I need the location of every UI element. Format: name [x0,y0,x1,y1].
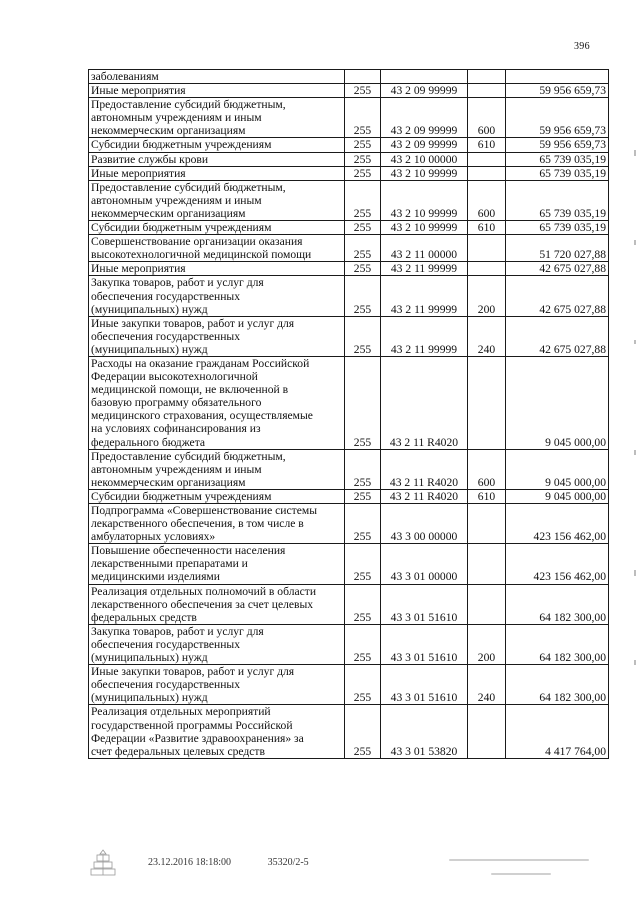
row-name-line: Расходы на оказание гражданам Российской [91,356,310,370]
row-sum-cell: 64 182 300,00 [506,584,609,624]
row-code-cell: 255 [345,489,381,503]
row-csr-cell: 43 2 10 99999 [381,221,468,235]
row-sum-cell: 65 739 035,19 [506,180,609,220]
row-sum-cell: 65 739 035,19 [506,152,609,166]
row-name-line: автономным учреждениям и иным [91,111,262,125]
row-name-line: Реализация отдельных полномочий в области [91,584,317,598]
row-sum-cell: 64 182 300,00 [506,665,609,705]
row-code-cell: 255 [345,221,381,235]
row-sum-cell: 4 417 764,00 [506,705,609,758]
row-code-cell: 255 [345,152,381,166]
row-name-cell [89,235,345,262]
row-code-cell: 255 [345,705,381,758]
table-row [89,84,609,98]
row-csr-cell: 43 3 01 51610 [381,584,468,624]
row-name-cell [89,624,345,664]
row-name-cell [89,84,345,98]
row-vr-cell [468,544,506,584]
table-row [89,504,609,544]
row-name-line: медицинского страхования, осуществляемые [91,409,313,423]
row-sum-cell: 42 675 027,88 [506,262,609,276]
row-csr-cell: 43 2 11 99999 [381,316,468,356]
row-csr-cell: 43 2 11 R4020 [381,356,468,449]
row-name-cell [89,356,345,449]
row-name-line: на условиях софинансирования из [91,422,261,436]
row-code-cell: 255 [345,665,381,705]
table-row [89,489,609,503]
table-row [89,356,609,449]
row-csr-cell: 43 3 01 51610 [381,624,468,664]
row-code-cell: 255 [345,276,381,316]
row-name-line: Развитие службы крови [91,152,209,166]
row-name-line: (муниципальных) нужд [91,302,208,316]
row-vr-cell: 600 [468,449,506,489]
row-name-line: базовую программу обязательного [91,396,262,410]
row-name-cell [89,489,345,503]
table-row [89,276,609,316]
row-name-cell [89,665,345,705]
table-row [89,166,609,180]
row-name-line: Предоставление субсидий бюджетным, [91,449,286,463]
row-name-line: Закупка товаров, работ и услуг для [91,276,264,290]
row-vr-cell [468,70,506,84]
row-name-line: Повышение обеспеченности населения [91,544,286,558]
row-sum-cell: 9 045 000,00 [506,489,609,503]
row-vr-cell [468,262,506,276]
row-name-cell [89,276,345,316]
row-name-cell [89,152,345,166]
row-name-line: автономным учреждениям и иным [91,462,262,476]
row-sum-cell: 59 956 659,73 [506,98,609,138]
row-name-line: заболеваниям [91,70,159,83]
row-name-line: (муниципальных) нужд [91,651,208,665]
row-name-line: Субсидии бюджетным учреждениям [91,221,272,235]
row-sum-cell: 59 956 659,73 [506,84,609,98]
table-row [89,221,609,235]
row-name-line: Закупка товаров, работ и услуг для [91,624,264,638]
row-csr-cell: 43 2 09 99999 [381,138,468,152]
row-name-line: медицинской помощи, не включенной в [91,383,289,397]
row-name-line: (муниципальных) нужд [91,342,208,356]
row-name-line: (муниципальных) нужд [91,691,208,705]
row-name-line: федеральных средств [91,610,197,624]
row-vr-cell: 610 [468,221,506,235]
row-csr-cell: 43 3 01 51610 [381,665,468,705]
row-name-cell [89,705,345,758]
row-csr-cell [381,70,468,84]
row-sum-cell: 9 045 000,00 [506,356,609,449]
row-sum-cell [506,70,609,84]
table-row [89,449,609,489]
row-csr-cell: 43 3 01 00000 [381,544,468,584]
row-name-line: высокотехнологичной медицинской помощи [91,248,312,262]
row-vr-cell: 200 [468,624,506,664]
row-name-line: обеспечения государственных [91,678,241,692]
row-name-line: некоммерческим организациям [91,124,246,138]
row-name-line: Предоставление субсидий бюджетным, [91,180,286,194]
row-vr-cell [468,166,506,180]
row-name-line: Иные мероприятия [91,84,186,98]
row-name-line: Иные закупки товаров, работ и услуг для [91,665,295,679]
row-sum-cell: 42 675 027,88 [506,276,609,316]
row-csr-cell: 43 2 10 99999 [381,180,468,220]
table-row [89,235,609,262]
row-vr-cell: 240 [468,316,506,356]
table-row [89,70,609,84]
table-row [89,262,609,276]
row-sum-cell: 42 675 027,88 [506,316,609,356]
row-sum-cell: 9 045 000,00 [506,449,609,489]
row-vr-cell: 240 [468,665,506,705]
budget-table [88,69,609,759]
table-row [89,584,609,624]
row-vr-cell: 600 [468,180,506,220]
footer-timestamp: 23.12.2016 18:18:00 [148,857,232,868]
watermark-icon [446,852,596,882]
row-name-cell [89,262,345,276]
row-vr-cell [468,504,506,544]
row-name-cell [89,221,345,235]
row-name-line: федерального бюджета [91,435,206,449]
table-row [89,98,609,138]
row-code-cell: 255 [345,316,381,356]
row-vr-cell [468,356,506,449]
row-name-line: Субсидии бюджетным учреждениям [91,489,272,503]
row-sum-cell: 64 182 300,00 [506,624,609,664]
row-code-cell: 255 [345,449,381,489]
row-name-cell [89,544,345,584]
row-code-cell: 255 [345,584,381,624]
row-code-cell: 255 [345,84,381,98]
row-vr-cell [468,235,506,262]
row-code-cell: 255 [345,166,381,180]
page-number: 396 [574,41,590,52]
row-sum-cell: 65 739 035,19 [506,221,609,235]
stamp-emblem-icon [90,848,116,876]
row-name-line: Федерации «Развитие здравоохранения» за [91,731,304,745]
row-vr-cell: 600 [468,98,506,138]
row-csr-cell: 43 2 10 00000 [381,152,468,166]
row-sum-cell: 59 956 659,73 [506,138,609,152]
row-code-cell: 255 [345,624,381,664]
row-sum-cell: 423 156 462,00 [506,504,609,544]
row-code-cell: 255 [345,138,381,152]
row-vr-cell: 610 [468,489,506,503]
row-name-line: амбулаторных условиях» [91,530,216,544]
row-name-line: Подпрограмма «Совершенствование системы [91,504,317,517]
row-code-cell: 255 [345,262,381,276]
scan-edge-marks [633,150,637,670]
row-csr-cell: 43 2 10 99999 [381,166,468,180]
table-row [89,705,609,758]
row-sum-cell: 51 720 027,88 [506,235,609,262]
table-row [89,544,609,584]
row-vr-cell [468,84,506,98]
table-row [89,624,609,664]
row-name-line: Иные мероприятия [91,262,186,276]
row-vr-cell: 610 [468,138,506,152]
row-name-line: лекарственного обеспечения, в том числе в [91,517,304,531]
row-sum-cell: 65 739 035,19 [506,166,609,180]
row-name-cell [89,584,345,624]
row-code-cell: 255 [345,98,381,138]
row-vr-cell [468,705,506,758]
row-name-line: некоммерческим организациям [91,475,246,489]
row-name-line: Реализация отдельных мероприятий [91,705,271,719]
row-name-line: медицинскими изделиями [91,570,220,584]
row-csr-cell: 43 2 09 99999 [381,98,468,138]
row-code-cell [345,70,381,84]
row-name-line: Иные мероприятия [91,166,186,180]
row-csr-cell: 43 2 11 99999 [381,276,468,316]
budget-table-body [89,70,609,759]
row-name-line: государственной программы Российской [91,718,293,732]
row-name-line: Федерации высокотехнологичной [91,370,258,384]
table-row [89,180,609,220]
row-name-line: Субсидии бюджетным учреждениям [91,138,272,152]
row-name-cell [89,98,345,138]
row-name-cell [89,166,345,180]
row-name-cell [89,449,345,489]
row-csr-cell: 43 3 01 53820 [381,705,468,758]
row-name-cell [89,70,345,84]
row-vr-cell: 200 [468,276,506,316]
row-name-cell [89,138,345,152]
row-code-cell: 255 [345,504,381,544]
row-code-cell: 255 [345,235,381,262]
table-row [89,152,609,166]
row-name-cell [89,504,345,544]
row-name-line: Предоставление субсидий бюджетным, [91,98,286,112]
row-code-cell: 255 [345,356,381,449]
row-name-cell [89,180,345,220]
row-vr-cell [468,152,506,166]
footer-doc-id: 35320/2-5 [267,857,309,868]
row-vr-cell [468,584,506,624]
row-name-line: лекарственного обеспечения за счет целевых [91,597,314,611]
row-code-cell: 255 [345,180,381,220]
row-name-line: некоммерческим организациям [91,206,246,220]
row-name-line: Совершенствование организации оказания [91,235,303,249]
row-name-line: автономным учреждениям и иным [91,193,262,207]
row-name-line: обеспечения государственных [91,289,241,303]
row-name-line: счет федеральных целевых средств [91,744,265,758]
row-sum-cell: 423 156 462,00 [506,544,609,584]
footer-meta [148,857,343,868]
row-csr-cell: 43 2 11 R4020 [381,449,468,489]
row-name-line: обеспечения государственных [91,329,241,343]
row-csr-cell: 43 2 09 99999 [381,84,468,98]
row-csr-cell: 43 3 00 00000 [381,504,468,544]
row-csr-cell: 43 2 11 00000 [381,235,468,262]
row-csr-cell: 43 2 11 99999 [381,262,468,276]
row-csr-cell: 43 2 11 R4020 [381,489,468,503]
row-name-line: Иные закупки товаров, работ и услуг для [91,316,295,330]
table-row [89,665,609,705]
row-name-line: лекарственными препаратами и [91,557,248,571]
table-row [89,316,609,356]
row-code-cell: 255 [345,544,381,584]
row-name-cell [89,316,345,356]
row-name-line: обеспечения государственных [91,637,241,651]
table-row [89,138,609,152]
